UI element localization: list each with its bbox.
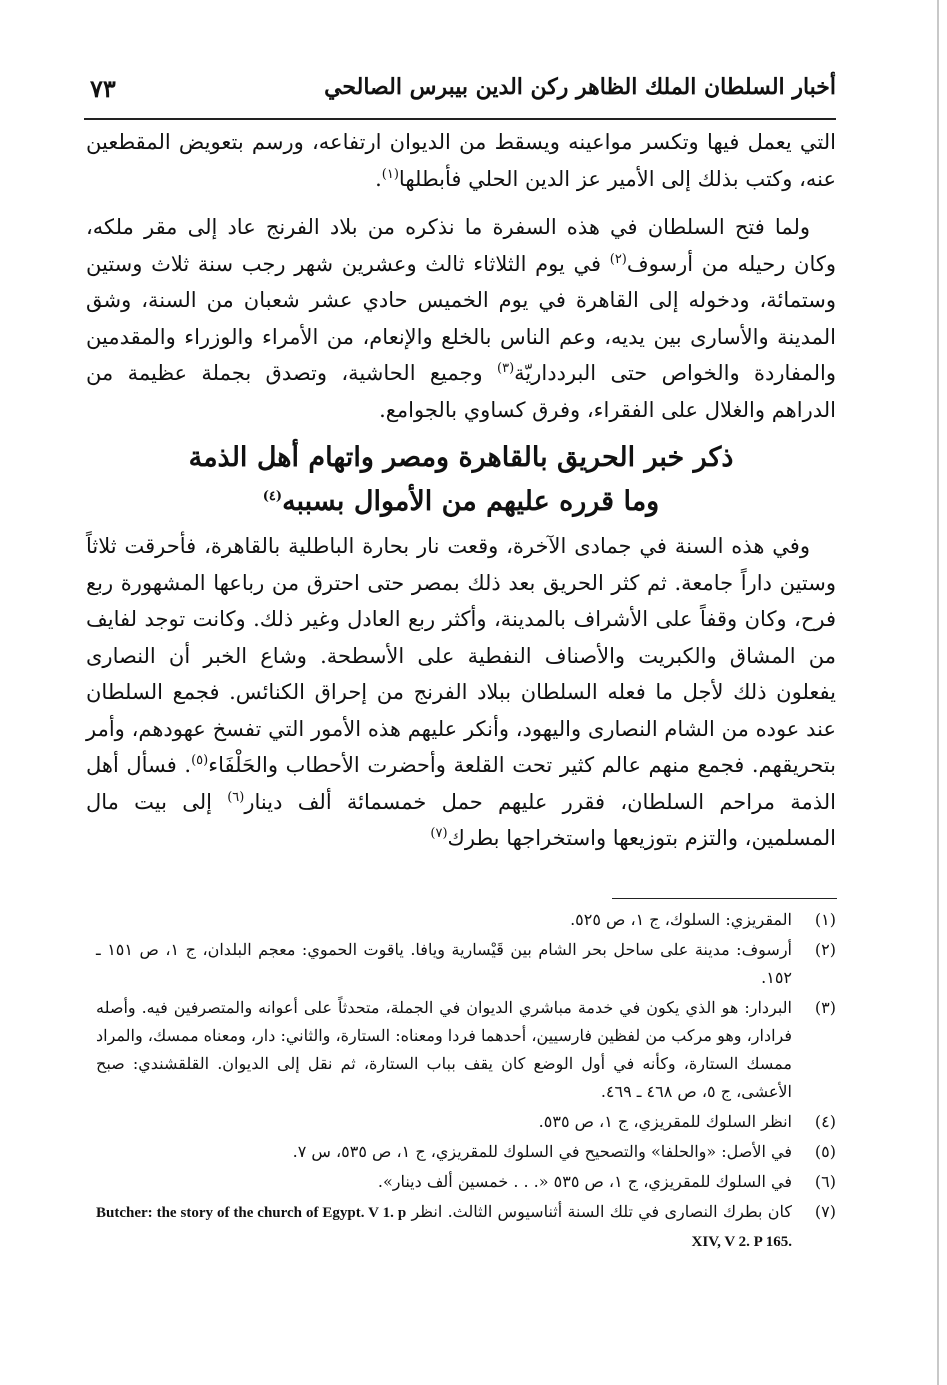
paragraph-2-text-c: وجميع الحاشية، وتصدق بجملة عظيمة من الدراهم والغلال على الفقراء، وفرق كساوي بالجوامع. (86, 361, 836, 422)
paragraph-1 (86, 124, 836, 197)
page-number: ٧٣ (90, 74, 116, 103)
main-text (86, 124, 836, 857)
footnote-text: في الأصل: «والحلفا» والتصحيح في السلوك للمقريزي، ج ١، ص ٥٣٥، س ٧. (292, 1142, 792, 1161)
paragraph-2 (86, 209, 836, 428)
paragraph-2-text-b: في يوم الثلاثاء ثالث وعشرين شهر رجب سنة ثلاث وستين وستمائة، ودخوله إلى القاهرة في يوم الخميس حادي عشر شعبان من السنة، وشق المدينة والأسارى بين يديه، وعم الناس بالخلع والإنعام، من الأمراء والوزراء والمقدمين والمفاردة والخواص حتى البردداريّة (86, 251, 836, 385)
footnote-ref-5: (٥) (191, 753, 209, 768)
footnote-ref-1: (١) (381, 166, 399, 182)
footnote-text: انظر السلوك للمقريزي، ج ١، ص ٥٣٥. (538, 1112, 792, 1131)
footnote-number: (٥) (814, 1142, 836, 1161)
footnote-number: (٣) (814, 998, 836, 1017)
section-heading-line-2: وما قرره عليهم من الأموال بسببه (282, 486, 660, 517)
footnote-ref-2: (٢) (609, 251, 627, 267)
footnote-ref-3: (٣) (497, 361, 515, 376)
footnote-item (96, 936, 836, 992)
footnote-number: (٤) (814, 1112, 836, 1131)
footnote-item (96, 1198, 836, 1256)
section-heading (86, 436, 836, 524)
section-heading-line-2-wrap (86, 480, 836, 524)
running-header (84, 70, 836, 110)
footnote-text: في السلوك للمقريزي، ج ١، ص ٥٣٥ «. . . خمسين ألف دينار». (377, 1172, 792, 1191)
page-edge-shadow (937, 0, 939, 1385)
footnotes (96, 906, 836, 1258)
footnote-text: البردار: هو الذي يكون في خدمة مباشري الديوان في الجملة، متحدثاً على أعوانه والمتصرفين فيه. وأصله فرادار، وهو مركب من لفظين فارسيين، أحدهما فردا ومعناه: الستارة، والثاني: دار، ومعناه ممسك، والمراد ممسك الستارة، وكأنه في أول الوضع كان يقف بباب الستارة، ثم نقل إلى الديوان. القلقشندي: صبح الأعشى، ج ٥، ص ٤٦٨ ـ ٤٦٩. (96, 998, 792, 1101)
footnote-ref-6: (٦) (227, 789, 245, 805)
footnote-item (96, 994, 836, 1106)
footnote-item (96, 1108, 836, 1136)
paragraph-3 (86, 528, 836, 857)
footnote-number: (٦) (814, 1172, 836, 1191)
footnote-number: (٧) (814, 1202, 836, 1221)
paragraph-1-text: التي يعمل فيها وتكسر مواعينه ويسقط من الديوان ارتفاعه، ورسم بتعويض المقطعين عنه، وكتب بذلك إلى الأمير عز الدين الحلي فأبطلها (86, 130, 836, 191)
paragraph-gap (86, 197, 836, 209)
section-heading-line-1: ذكر خبر الحريق بالقاهرة ومصر واتهام أهل الذمة (188, 442, 734, 473)
paragraph-3-text-b: . فسأل أهل الذمة مراحم السلطان، فقرر عليهم حمل خمسمائة ألف دينار (86, 753, 836, 814)
footnote-divider (612, 898, 837, 899)
footnote-text: المقريزي: السلوك، ج ١، ص ٥٢٥. (570, 910, 792, 929)
header-divider (84, 118, 836, 120)
paragraph-3-text-c: إلى بيت مال المسلمين، والتزم بتوزيعها واستخراجها بطرك (86, 789, 836, 850)
paragraph-3-text-a: وفي هذه السنة في جمادى الآخرة، وقعت نار بحارة الباطلية بالقاهرة، فأحرقت ثلاثاً وستين داراً جامعة. ثم كثر الحريق بعد ذلك بمصر حتى احترق من رباعها المشهورة ربع فرح، وكان وقفاً على الأشراف بالمدينة، وأكثر ربع العادل وغير ذلك. وكانت توجد لفايف من المشاق والكبريت والأصناف النفطية على الأسطحة. وشاع الخبر أن النصارى يفعلون ذلك لأجل ما فعله السلطان ببلاد الفرنج من إحراق الكنائس. فجمع السلطان عند عوده من الشام النصارى واليهود، وأنكر عليهم هذه الأمور التي تفسخ عهودهم، وأمر بتحريقهم. فجمع منهم عالم كثير تحت القلعة وأحضرت الأحطاب والحَلْفَاء (86, 534, 836, 777)
footnote-number: (١) (814, 910, 836, 929)
paragraph-1-end: . (375, 166, 382, 191)
footnote-item (96, 906, 836, 934)
footnote-text: أرسوف: مدينة على ساحل بحر الشام بين قَيْسارية ويافا. ياقوت الحموي: معجم البلدان، ج ١، ص ١٥١ ـ ١٥٢. (96, 940, 792, 987)
footnote-number: (٢) (814, 940, 836, 959)
footnote-ref-7: (٧) (430, 826, 448, 841)
footnote-item (96, 1168, 836, 1196)
footnote-item (96, 1138, 836, 1166)
footnote-text-wrap (96, 1198, 792, 1256)
paragraph-2-text-a: ولما فتح السلطان في هذه السفرة ما نذكره من بلاد الفرنج عاد إلى مقر ملكه، وكان رحيله من أرسوف (86, 215, 836, 276)
footnote-text: كان بطرك النصارى في تلك السنة أثناسيوس الثالث. انظر (411, 1202, 792, 1221)
footnote-ref-4: (٤) (262, 489, 283, 504)
running-header-title: أخبار السلطان الملك الظاهر ركن الدين بيبرس الصالحي (324, 74, 836, 100)
footnote-latin-reference: Butcher: the story of the church of Egypt. V 1. p XIV, V 2. P 165. (96, 1205, 792, 1250)
